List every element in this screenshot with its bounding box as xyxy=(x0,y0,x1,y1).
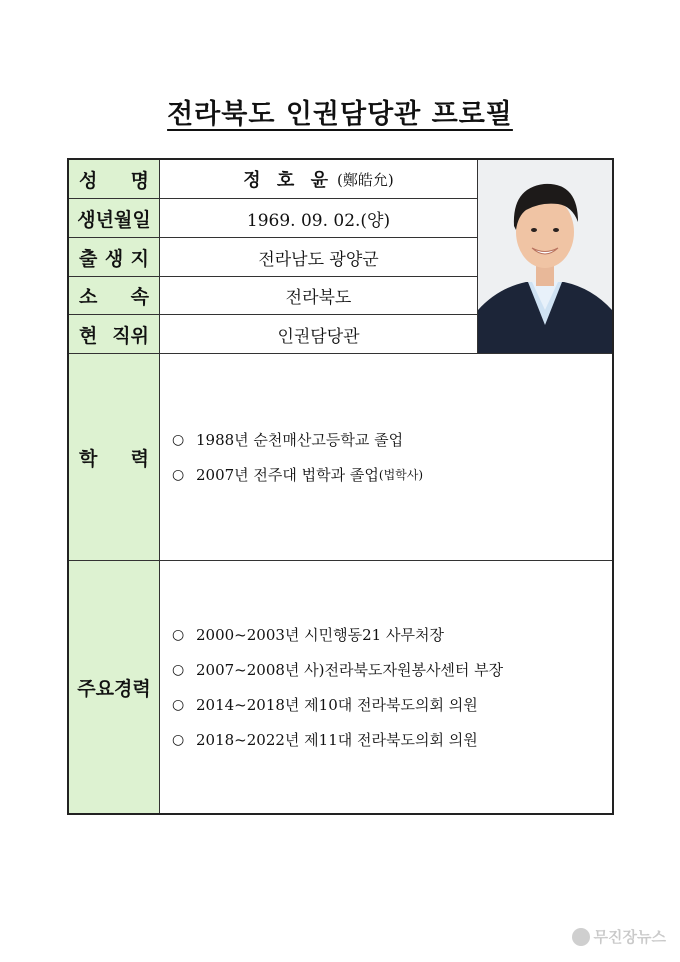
position-label-char: 현 xyxy=(79,324,98,347)
portrait-image xyxy=(478,160,612,354)
career-item-text: 2014~2018년 제10대 전라북도의회 의원 xyxy=(196,696,478,714)
birthplace-label-char: 지 xyxy=(130,247,149,270)
circle-bullet-icon: ○ xyxy=(172,696,185,713)
profile-photo xyxy=(478,160,612,354)
circle-bullet-icon: ○ xyxy=(172,466,185,483)
name-hanja: (鄭皓允) xyxy=(336,170,394,189)
education-label-char: 력 xyxy=(130,447,149,470)
birth-label xyxy=(69,199,160,238)
name-label-char: 명 xyxy=(130,169,149,192)
affiliation-value-text: 전라북도 xyxy=(285,288,352,308)
affiliation-value xyxy=(160,277,478,315)
birthplace-label-char: 출 xyxy=(79,247,98,270)
education-label xyxy=(69,354,160,561)
career-item-text: 2018~2022년 제11대 전라북도의회 의원 xyxy=(196,731,478,749)
list-item xyxy=(172,652,612,687)
career-item-text: 2000~2003년 시민행동21 사무처장 xyxy=(196,626,444,644)
education-label-char: 학 xyxy=(79,447,98,470)
affiliation-label-char: 소 xyxy=(79,286,98,308)
birthplace-label xyxy=(69,238,160,277)
birth-value-text: 1969. 09. 02.(양) xyxy=(246,210,391,231)
career-label-text: 주요경력 xyxy=(77,677,151,700)
watermark-text: 무진장뉴스 xyxy=(593,928,666,946)
career-item-text: 2007~2008년 사)전라북도자원봉사센터 부장 xyxy=(196,661,504,679)
name-label xyxy=(69,160,160,199)
position-value xyxy=(160,315,478,354)
education-item-text: 1988년 순천매산고등학교 졸업 xyxy=(196,431,404,449)
education-item-text: 2007년 전주대 법학과 졸업 xyxy=(196,466,379,484)
affiliation-label-char: 속 xyxy=(130,286,149,308)
list-item xyxy=(172,617,612,652)
career-content xyxy=(160,561,612,813)
page-title: 전라북도 인권담당관 프로필 xyxy=(167,99,513,130)
affiliation-label xyxy=(69,277,160,315)
position-value-text: 인권담당관 xyxy=(277,326,360,347)
watermark-logo-icon xyxy=(572,928,590,946)
name-value xyxy=(160,160,478,199)
list-item xyxy=(172,422,612,457)
name-hangul: 정 호 윤 xyxy=(243,170,333,191)
birth-value xyxy=(160,199,478,238)
birth-label-text: 생년월일 xyxy=(77,208,151,231)
circle-bullet-icon: ○ xyxy=(172,731,185,748)
birthplace-value-text: 전라남도 광양군 xyxy=(258,249,379,270)
birthplace-label-char: 생 xyxy=(104,247,124,270)
education-content xyxy=(160,354,612,561)
position-label xyxy=(69,315,160,354)
career-label xyxy=(69,561,160,813)
name-label-char: 성 xyxy=(79,169,98,192)
profile-table xyxy=(67,158,614,815)
watermark xyxy=(572,926,666,947)
circle-bullet-icon: ○ xyxy=(172,626,185,643)
list-item xyxy=(172,687,612,722)
list-item xyxy=(172,457,612,492)
circle-bullet-icon: ○ xyxy=(172,431,185,448)
birthplace-value xyxy=(160,238,478,277)
position-label-char: 직위 xyxy=(112,324,149,347)
education-item-note: (법학사) xyxy=(378,468,424,482)
list-item xyxy=(172,722,612,757)
circle-bullet-icon: ○ xyxy=(172,661,185,678)
